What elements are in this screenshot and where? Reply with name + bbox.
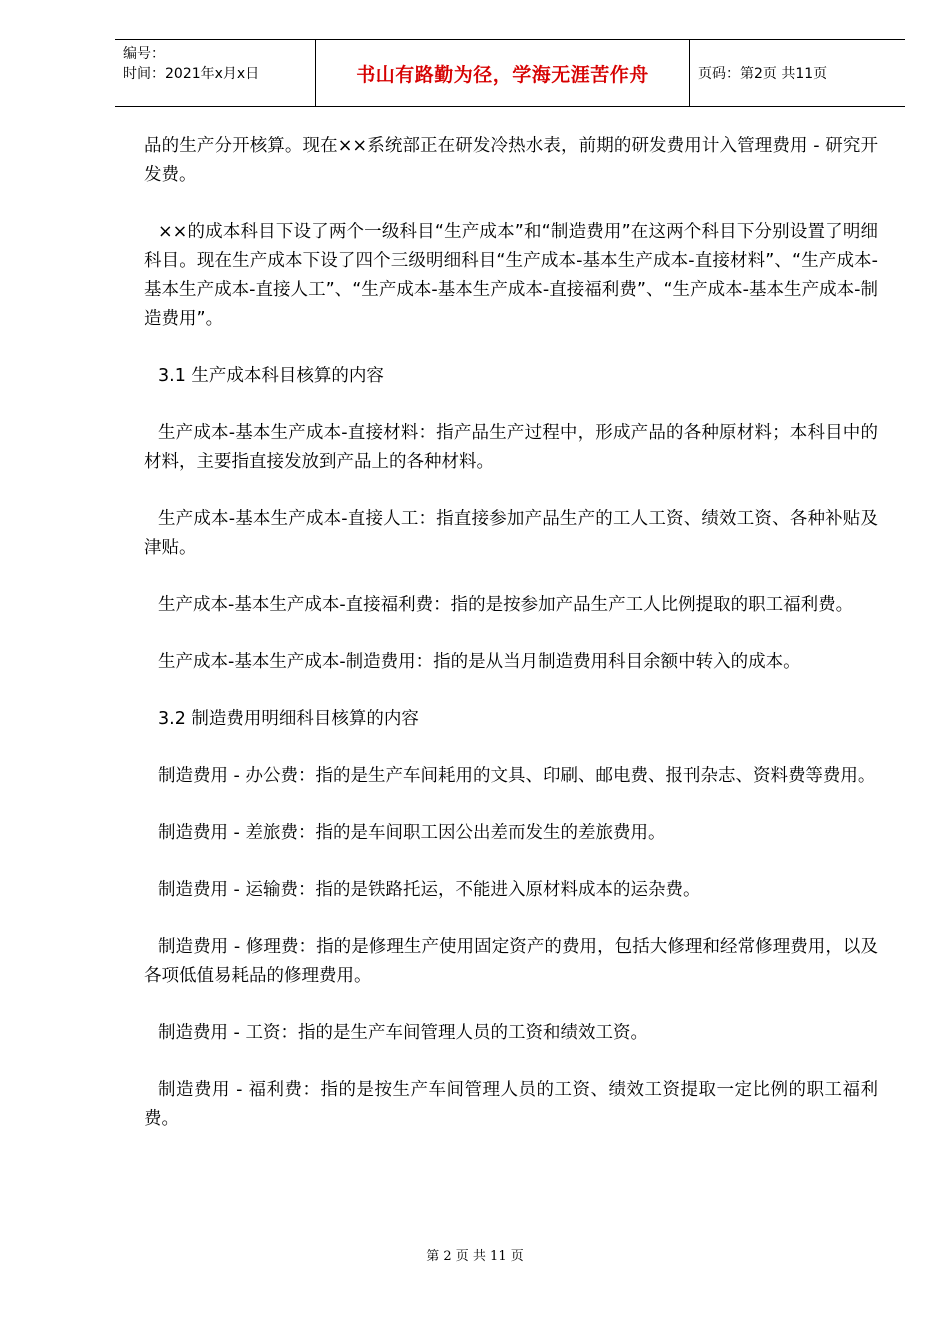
serial-number-label: 编号： (123, 46, 165, 62)
paragraph-direct-materials: 生产成本-基本生产成本-直接材料：指产品生产过程中，形成产品的各种原材料；本科目中的材料，主要指直接发放到产品上的各种材料。 (144, 423, 878, 472)
paragraph-travel-expense: 制造费用 - 差旅费：指的是车间职工因公出差而发生的差旅费用。 (158, 823, 666, 843)
paragraph-direct-welfare: 生产成本-基本生产成本-直接福利费：指的是按参加产品生产工人比例提取的职工福利费。 (158, 595, 854, 615)
section-heading-3-1: 3.1 生产成本科目核算的内容 (158, 366, 384, 386)
paragraph-cost-accounts: ××的成本科目下设了两个一级科目“生产成本”和“制造费用”在这两个科目下分别设置了明细科目。现在生产成本下设了四个三级明细科目“生产成本-基本生产成本-直接材料”、“生产成本-基本生产成本-直接人工”、“生产成本-基本生产成本-直接福利费”、“生产成本-基本生产成本-制造费用”。 (144, 222, 878, 329)
page-footer (0, 1245, 950, 1264)
paragraph-continued: 品的生产分开核算。现在××系统部正在研发冷热水表，前期的研发费用计入管理费用 - 研究开发费。 (144, 136, 878, 185)
header-meta-cell (115, 40, 316, 106)
paragraph-welfare-expense: 制造费用 - 福利费：指的是按生产车间管理人员的工资、绩效工资提取一定比例的职工福利费。 (144, 1080, 878, 1129)
page-header (115, 39, 905, 107)
footer-page-number: 第 2 页 共 11 页 (426, 1249, 524, 1264)
paragraph-manufacturing-overhead: 生产成本-基本生产成本-制造费用：指的是从当月制造费用科目余额中转入的成本。 (158, 652, 801, 672)
header-page-cell (690, 40, 905, 106)
motto-text: 书山有路勤为径，学海无涯苦作舟 (356, 63, 649, 86)
date-label: 时间：2021年x月x日 (123, 66, 260, 82)
paragraph-wages: 制造费用 - 工资：指的是生产车间管理人员的工资和绩效工资。 (158, 1023, 648, 1043)
header-page-number: 页码：第2页 共11页 (698, 66, 828, 82)
document-body (144, 132, 878, 1162)
paragraph-transport-expense: 制造费用 - 运输费：指的是铁路托运，不能进入原材料成本的运杂费。 (158, 880, 701, 900)
paragraph-repair-expense: 制造费用 - 修理费：指的是修理生产使用固定资产的费用，包括大修理和经常修理费用，以及各项低值易耗品的修理费用。 (144, 937, 878, 986)
header-motto-cell (316, 40, 690, 106)
paragraph-office-expense: 制造费用 - 办公费：指的是生产车间耗用的文具、印刷、邮电费、报刊杂志、资料费等费用。 (158, 766, 876, 786)
paragraph-direct-labor: 生产成本-基本生产成本-直接人工：指直接参加产品生产的工人工资、绩效工资、各种补贴及津贴。 (144, 509, 878, 558)
section-heading-3-2: 3.2 制造费用明细科目核算的内容 (158, 709, 419, 729)
